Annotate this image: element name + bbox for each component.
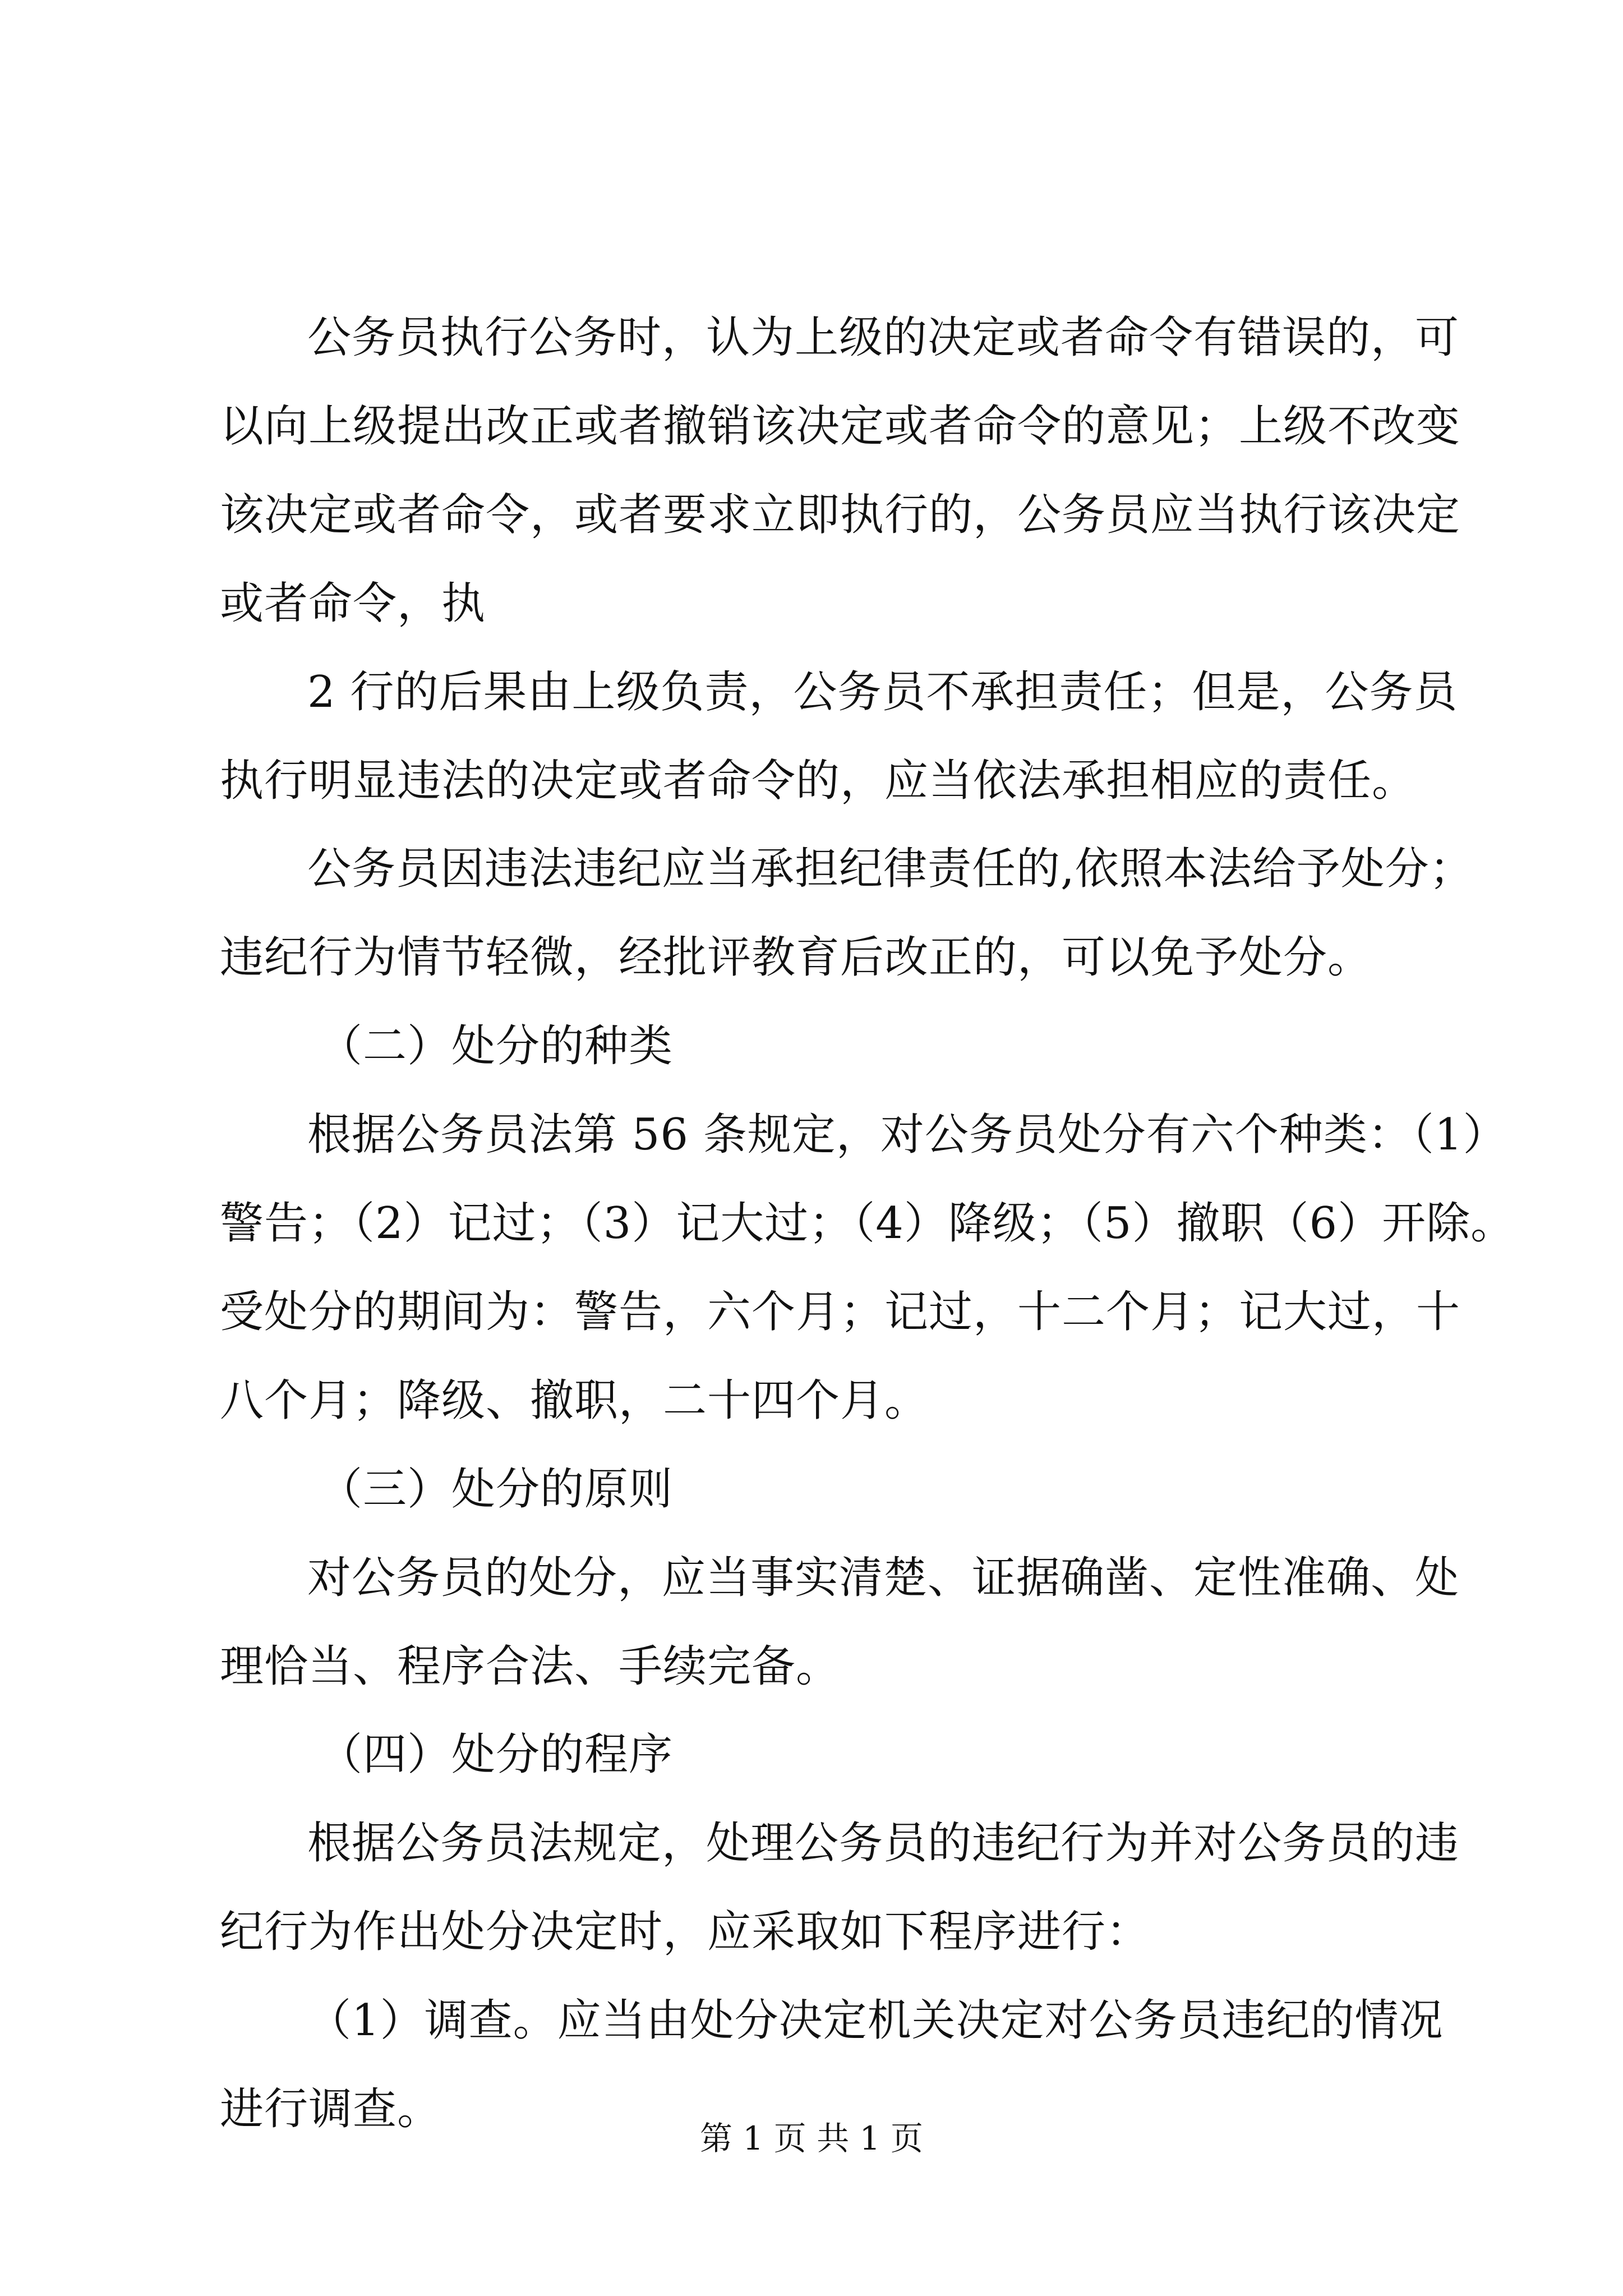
paragraph-line: 公务员因违法违纪应当承担纪律责任的,依照本法给予处分； (307, 844, 1474, 894)
section-heading: （三）处分的原则 (319, 1464, 674, 1515)
paragraph-line: 理恰当、程序合法、手续完备。 (220, 1641, 841, 1692)
paragraph-line: 违纪行为情节轻微，经批评教育后改正的，可以免予处分。 (220, 932, 1372, 983)
paragraph-line: 根据公务员法第 56 条规定，对公务员处分有六个种类：（1） (307, 1110, 1507, 1160)
paragraph-line: 该决定或者命令，或者要求立即执行的，公务员应当执行该决定 (220, 490, 1461, 540)
paragraph-line: 对公务员的处分，应当事实清楚、证据确凿、定性准确、处 (307, 1553, 1460, 1603)
page-number-footer: 第 1 页 共 1 页 (700, 2119, 923, 2157)
section-heading: （二）处分的种类 (319, 1021, 674, 1071)
paragraph-line: 2 行的后果由上级负责，公务员不承担责任；但是，公务员 (307, 667, 1458, 717)
paragraph-line: （1）调查。应当由处分决定机关决定对公务员违纪的情况 (307, 1995, 1444, 2046)
paragraph-line: 进行调查。 (220, 2084, 442, 2134)
paragraph-line: 以向上级提出改正或者撤销该决定或者命令的意见；上级不改变 (220, 401, 1461, 452)
paragraph-line: 执行明显违法的决定或者命令的，应当依法承担相应的责任。 (220, 756, 1417, 806)
paragraph-line: 根据公务员法规定，处理公务员的违纪行为并对公务员的违 (307, 1818, 1460, 1869)
paragraph-line: 或者命令，执 (220, 578, 486, 629)
paragraph-line: 八个月；降级、撤职，二十四个月。 (220, 1375, 929, 1426)
paragraph-line: 公务员执行公务时，认为上级的决定或者命令有错误的，可 (307, 312, 1460, 363)
paragraph-line: 受处分的期间为：警告，六个月；记过，十二个月；记大过，十 (220, 1287, 1461, 1337)
paragraph-line: 纪行为作出处分决定时，应采取如下程序进行： (220, 1907, 1151, 1957)
section-heading: （四）处分的程序 (319, 1729, 674, 1780)
paragraph-line: 警告；（2）记过；（3）记大过；（4）降级；（5）撤职（6）开除。 (220, 1198, 1515, 1249)
